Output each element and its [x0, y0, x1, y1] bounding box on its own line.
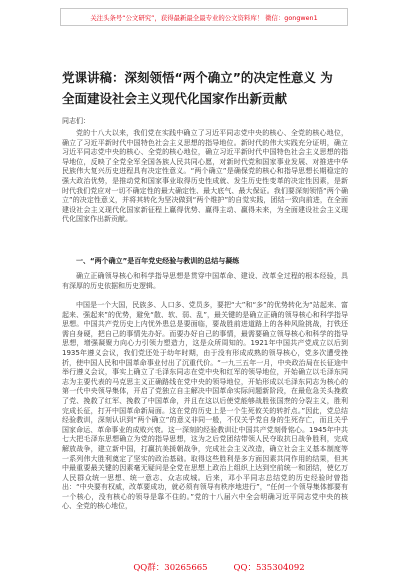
section-1-paragraph-2: 中国是一个大国，民族多、人口多、党员多，要把“大”和“多”的优势转化为“站起来、富起来、强起来”的优势，避免“散、软、弱、乱”，最关键的是确立正确的领导核心和科学指导思想。中国共产党历史上内忧外患总是要面临，要战胜前进道路上的各种风险挑战，打铁还需自身硬，把自己的事情先办好。而要办好自己的事情，最需要确立领导核心和科学的指导思想，增强凝聚力向心力引领力塑造力，这是众所周知的。1921年中国共产党成立以后到1935年遵义会议，我们党还处于幼年时期，由于没有形成成熟的领导核心，党多次遭受挫折，使中国人民和中国革命事业付出了沉重代价。“一九三五年一月，中央政治局在长征途中举行遵义会议，事实上确立了毛泽东同志在党中央和红军的领导地位，开始确立以毛泽东同志为主要代表的马克思主义正确路线在党中央的领导地位，开始形成以毛泽东同志为核心的第一代中央领导集体，开启了党独立自主解决中国革命实际问题新阶段，在最危急关头挽救了党、挽救了红军、挽救了中国革命，并且在这以后使党能够战胜张国焘的分裂主义，胜利完成长征，打开中国革命新局面。这在党的历史上是一个生死攸关的转折点。”因此，党总结经验教训，深刻认识到“两个确立”的意义非同一般，不仅关乎党自身的生死存亡，而且关乎国家命运、革命事业的成败兴衰。这一深刻的经验教训让中国共产党刻骨铭心。1945年中共七大把毛泽东思想确立为党的指导思想，这为之后党团结带领人民夺取抗日战争胜利，完成解放战争，建立新中国，打赢抗美援朝战争，完成社会主义改造，确立社会主义基本制度等一系列伟大胜利奠定了坚实的政治基础。取得这些胜利是多方面因素共同作用的结果，但其中最重要最关键的因素毫无疑问是全党在思想上政治上组织上达到空前统一和团结，使亿万人民群众统一思想、统一意志、众志成城。后来，邓小平同志总结党的历史经验时曾指出：“中央要有权威，改革要成功，就必须有领导有秩序地进行”，“任何一个领导集体都要有一个核心，没有核心的领导是靠不住的。”党的十八届六中全会明确习近平同志党中央的核心、全党的核心地位， [62, 301, 348, 511]
promo-banner [60, 8, 348, 26]
section-heading-1: 一、“两个确立”是百年党史经验与教训的总结与凝练 [76, 257, 240, 265]
contact-footer [0, 560, 408, 573]
qq-group-number: QQ群：30265665 [133, 562, 208, 573]
document-title-line-2: 全面建设社会主义现代化国家作出新贡献 [62, 91, 288, 106]
document-title [62, 67, 362, 109]
promo-banner-text: 关注头条号“公文研究”，获得最新最全最专业的公文资料库！ 微信：gongwen1 [90, 13, 318, 22]
section-1-paragraph-1: 确立正确领导核心和科学指导思想是贯穿中国革命、建设、改革全过程的根本经验，具有深厚的历史依据和历史逻辑。 [62, 272, 348, 290]
intro-paragraph: 党的十八大以来，我们党在实践中确立了习近平同志党中央的核心、全党的核心地位，确立了习近平新时代中国特色社会主义思想的指导地位。新时代的伟大实践充分证明，确立习近平同志党中央的核心、全党的核心地位，确立习近平新时代中国特色社会主义思想的指导地位，反映了全党全军全国各族人民共同心愿，对新时代党和国家事业发展、对推进中华民族伟大复兴历史进程具有决定性意义。“两个确立”是确保党的核心和指导思想长期稳定的强大政治优势，是推动党和国家事业取得历史性成就、发生历史性变革的决定性因素，是新时代我们党应对一切不确定性的最大确定性、最大底气、最大保证。我们要深刻领悟“两个确立”的决定性意义，并将其转化为坚决做到“两个维护”的自觉实践，团结一致向前进，在全面建设社会主义现代化国家新征程上赢得优势、赢得主动、赢得未来，为全面建设社会主义现代化国家作出新贡献。 [62, 129, 348, 224]
qq-number: QQ：535304092 [233, 562, 305, 573]
document-title-line-1: 党课讲稿：深刻领悟“两个确立”的决定性意义 为 [62, 70, 333, 85]
salutation: 同志们： [62, 117, 90, 125]
